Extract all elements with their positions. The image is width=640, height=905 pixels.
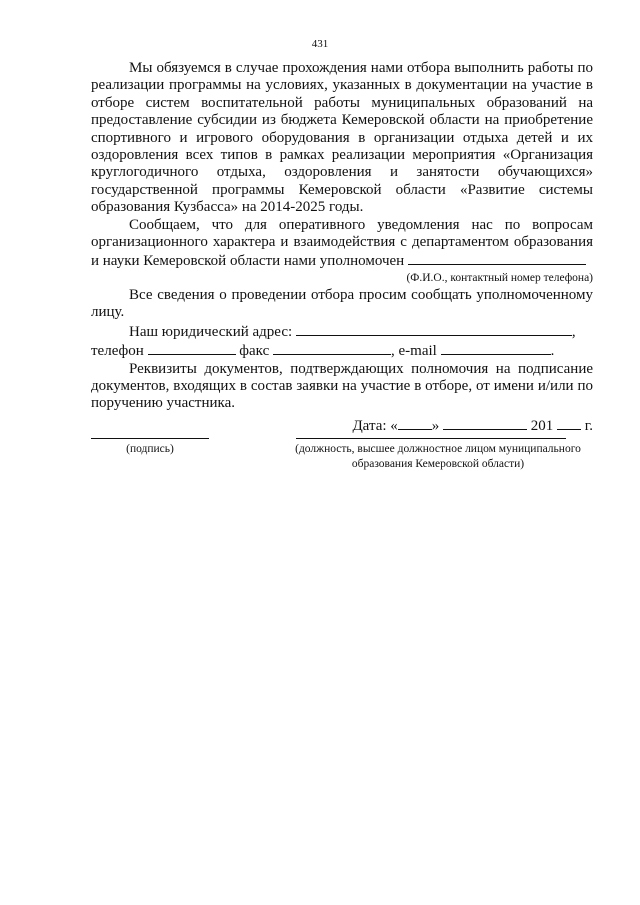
- document-body: [91, 60, 593, 435]
- position-caption-line-2: образования Кемеровской области): [351, 458, 525, 470]
- position-block: [282, 424, 594, 472]
- phone-field[interactable]: [148, 341, 236, 355]
- authorized-person-caption: (Ф.И.О., контактный номер телефона): [406, 271, 593, 284]
- address-comma: ,: [571, 323, 576, 340]
- signature-caption: (подпись): [126, 443, 174, 455]
- paragraph-documents: Реквизиты документов, подтверждающих полномочия на подписание документов, входящих в состав заявки на участие в отборе, от имени и/или по поручению участника.: [91, 360, 593, 412]
- position-field[interactable]: [296, 424, 566, 439]
- signature-block: [91, 424, 209, 457]
- address-line: [91, 322, 593, 341]
- contacts-line: [91, 341, 593, 360]
- authorized-person-text: Сообщаем, что для оперативного уведомления нас по вопросам организационного характера и взаимодействия с департаментом образования и науки Кемеровской области нами уполномочен: [91, 216, 593, 270]
- date-year-suffix: г.: [584, 417, 593, 434]
- paragraph-obligation: Мы обязуемся в случае прохождения нами отбора выполнить работы по реализации программы на условиях, указанных в документации на участие в отборе систем воспитательной работы муниципальных образований на предоставление субсидии из бюджета Кемеровской области на приобретение спортивного и игрового оборудования в организации отдыха детей и их оздоровления всех типов в рамках реализации мероприятия «Организация круглогодичного отдыха, оздоровления и занятости обучающихся» государственной программы Кемеровской области «Развитие системы образования Кузбасса» на 2014-2025 годы.: [91, 60, 593, 216]
- page-number: 431: [311, 38, 329, 50]
- fax-field[interactable]: [273, 341, 391, 355]
- contacts-period: .: [550, 343, 555, 360]
- date-quote-close: »: [431, 417, 440, 434]
- address-label: Наш юридический адрес:: [129, 323, 293, 340]
- phone-label: телефон: [91, 343, 144, 360]
- paragraph-notifications: Все сведения о проведении отбора просим сообщать уполномоченному лицу.: [91, 286, 593, 321]
- position-caption-line-1: (должность, высшее должностное лицом муниципального: [295, 443, 581, 455]
- date-year-prefix: 201: [530, 417, 554, 434]
- authorized-person-field[interactable]: [408, 251, 586, 265]
- email-label: , e-mail: [391, 343, 437, 360]
- fax-label: факс: [239, 343, 270, 360]
- address-field[interactable]: [296, 322, 572, 336]
- signature-field[interactable]: [91, 424, 209, 439]
- paragraph-authorized-person: [91, 217, 593, 271]
- date-label: Дата: «: [352, 417, 398, 434]
- email-field[interactable]: [441, 341, 551, 355]
